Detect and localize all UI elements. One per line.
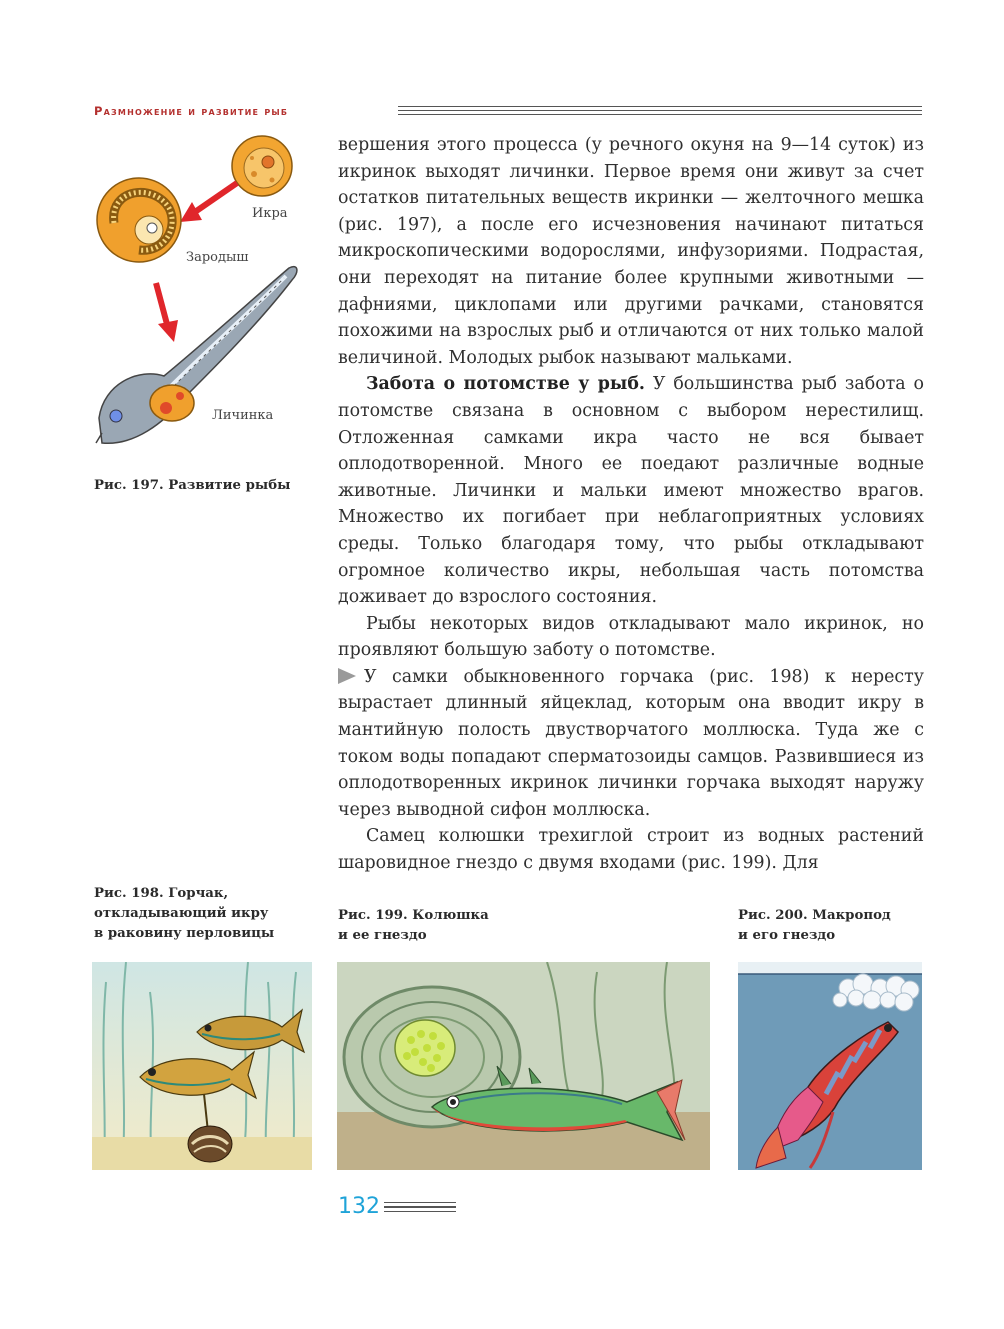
header-rule — [398, 106, 922, 116]
figure-198-bitterling-image — [92, 962, 312, 1170]
caption-fig-198: Рис. 198. Горчак, откладывающий икру в раковину перловицы — [94, 886, 275, 941]
figure-200-macropod-image — [738, 962, 922, 1170]
label-embryo: Зародыш — [186, 250, 249, 265]
paragraph: Забота о потомстве у рыб. У большинства рыб забота о потомстве связана в основном с выбором нерестилищ. Отложенная самками икра часто не вся бывает оплодотворенной. Много ее поедают различные водные животные. Личинки и мальки имеют множество врагов. Множество их погибает при неблагоприятных условиях среды. Только благодаря тому, что рыбы откладывают огромное количество икры, небольшая часть потомства доживает до взрослого состояния. — [338, 374, 924, 608]
footer-rule — [384, 1202, 456, 1215]
section-heading: Забота о потомстве у рыб. — [366, 374, 645, 395]
paragraph: У самки обыкновенного горчака (рис. 198) к нересту вырастает длинный яйцеклад, которым она вводит икру в мантийную полость двустворчатого моллюска. Туда же с током воды попадают сперматозоиды самцов. Развившиеся из оплодотворенных икринок личинки горчака выходят наружу через выводной сифон моллюска. — [338, 666, 924, 820]
page-number: 132 — [338, 1194, 380, 1219]
running-head: Размножение и развитие рыб — [94, 104, 289, 118]
paragraph: вершения этого процесса (у речного окуня на 9—14 суток) из икринок выходят личинки. Первое время они живут за счет остатков питательных веществ икринки — желточного мешка (рис. 197), а после его исчезновения начинают питаться микроскопическими водорослями, инфузориями. Подрастая, они переходят на питание более крупными животными — дафниями, циклопами или другими рачками, становятся похожими на взрослых рыб и отличаются от них только малой величиной. Молодых рыбок называют мальками. — [338, 135, 924, 368]
triangle-marker-icon — [338, 668, 356, 684]
caption-fig-199: Рис. 199. Колюшка и ее гнездо — [338, 908, 489, 943]
label-larva: Личинка — [212, 408, 274, 423]
paragraph: Самец колюшки трехиглой строит из водных растений шаровидное гнездо с двумя входами (рис. 199). Для — [338, 826, 924, 874]
figure-199-stickleback-image — [337, 962, 710, 1170]
figure-197 — [94, 128, 324, 468]
paragraph: Рыбы некоторых видов откладывают мало икринок, но проявляют большую заботу о потомстве. — [338, 613, 924, 661]
caption-fig-197: Рис. 197. Развитие рыбы — [94, 478, 291, 493]
label-egg: Икра — [252, 206, 288, 221]
main-text — [338, 132, 924, 877]
fish-development-illustration — [94, 128, 324, 468]
caption-fig-200: Рис. 200. Макропод и его гнездо — [738, 908, 891, 943]
